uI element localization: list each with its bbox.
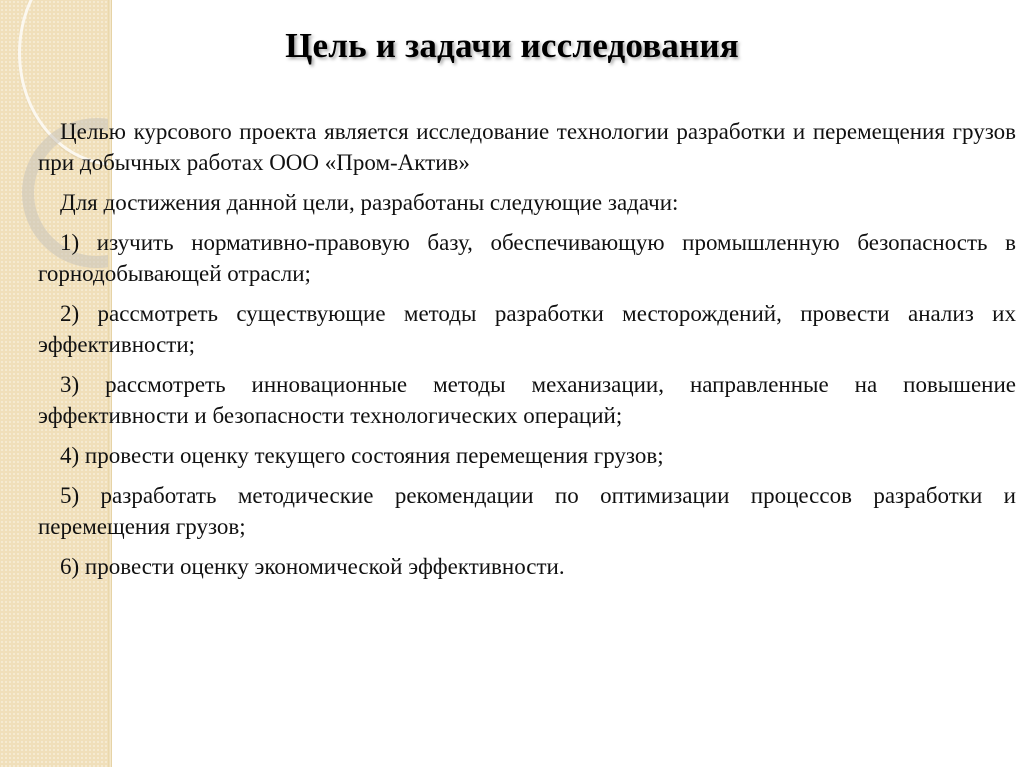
slide-body bbox=[38, 116, 1016, 591]
tasks-intro: Для достижения данной цели, разработаны следующие задачи: bbox=[60, 190, 679, 215]
task-item-1: 1) изучить нормативно-правовую базу, обеспечивающую промышленную безопасность в горнодобывающей отрасли; bbox=[38, 230, 1016, 286]
task-item-6: 6) провести оценку экономической эффективности. bbox=[60, 554, 565, 579]
slide-title: Цель и задачи исследования bbox=[285, 26, 739, 65]
goal-paragraph: Целью курсового проекта является исследование технологии разработки и перемещения грузов при добычных работах ООО «Пром-Актив» bbox=[38, 119, 1016, 175]
task-item-2: 2) рассмотреть существующие методы разработки месторождений, провести анализ их эффективности; bbox=[38, 301, 1016, 357]
task-item-3: 3) рассмотреть инновационные методы механизации, направленные на повышение эффективности и безопасности технологических операций; bbox=[38, 372, 1016, 428]
task-item-5: 5) разработать методические рекомендации по оптимизации процессов разработки и перемещения грузов; bbox=[38, 483, 1016, 539]
task-item-4: 4) провести оценку текущего состояния перемещения грузов; bbox=[60, 443, 664, 468]
